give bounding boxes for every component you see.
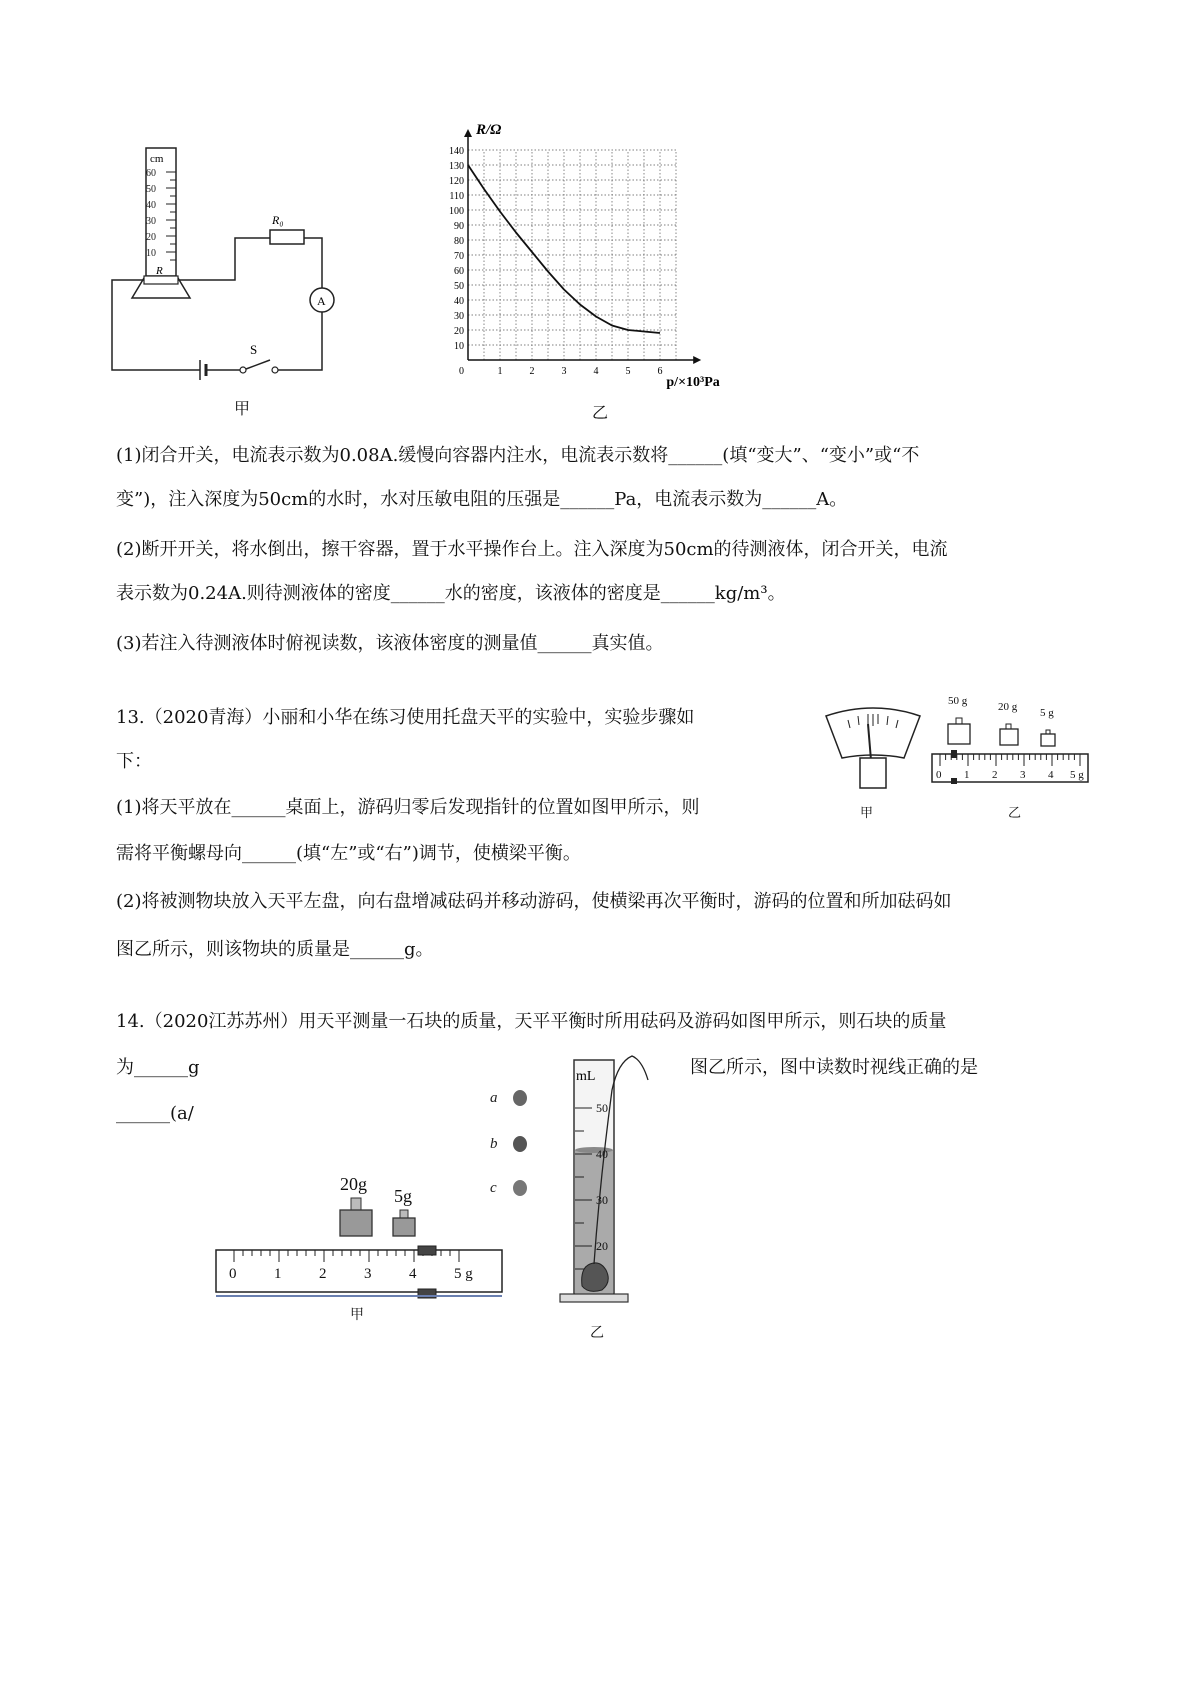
q14-line-1: 14.（2020江苏苏州）用天平测量一石块的质量，天平平衡时所用砝码及游码如图甲所示，则石块的质量 (116, 1011, 947, 1032)
y-tick-label: 120 (449, 176, 464, 187)
y-tick-label: 60 (454, 266, 464, 277)
svg-text:10: 10 (146, 248, 156, 259)
q13-line-3: (1)将天平放在______桌面上，游码归零后发现指针的位置如图甲所示，则 (116, 797, 700, 818)
y-axis-arrow (464, 129, 472, 137)
y-tick-label: 110 (449, 191, 464, 202)
svg-text:1: 1 (274, 1266, 282, 1282)
svg-text:40: 40 (596, 1147, 608, 1161)
svg-text:cm: cm (150, 153, 164, 165)
svg-text:30: 30 (596, 1193, 608, 1207)
resistance-curve (468, 165, 660, 333)
svg-text:50: 50 (146, 184, 156, 195)
svg-text:S: S (250, 342, 258, 357)
q12-line-1: (1)闭合开关，电流表示数为0.08A.缓慢向容器内注水，电流表示数将______(填“变大”、“变小”或“不 (116, 445, 920, 466)
svg-text:5 g: 5 g (1070, 769, 1084, 781)
q14-figure-label-yi: 乙 (590, 1325, 604, 1341)
q13-line-1: 13.（2020青海）小丽和小华在练习使用托盘天平的实验中，实验步骤如 (116, 707, 695, 728)
svg-text:20 g: 20 g (998, 701, 1018, 713)
x-tick-label: 6 (657, 366, 663, 377)
svg-text:4: 4 (409, 1266, 417, 1282)
svg-text:4: 4 (1048, 769, 1054, 781)
svg-text:2: 2 (992, 769, 998, 781)
svg-text:40: 40 (146, 200, 156, 211)
y-tick-label: 40 (454, 296, 464, 307)
q13-line-5: (2)将被测物块放入天平左盘，向右盘增减砝码并移动游码，使横梁再次平衡时，游码的位置和所加砝码如 (116, 891, 952, 912)
q14-line-3: ______(a/ (116, 1103, 194, 1124)
svg-text:1: 1 (964, 769, 970, 781)
q13-line-4: 需将平衡螺母向______(填“左”或“右”)调节，使横梁平衡。 (116, 843, 581, 864)
figure-label-yi: 乙 (592, 403, 609, 422)
q13-figure-label-jia: 甲 (860, 806, 874, 821)
q14-weights-and-rider-diagram (210, 1170, 510, 1310)
x-tick-label: 3 (561, 366, 567, 377)
q14-figure-label-jia: 甲 (350, 1307, 364, 1323)
svg-text:50 g: 50 g (948, 695, 968, 707)
svg-text:5g: 5g (394, 1186, 412, 1206)
circuit-diagram (110, 140, 370, 390)
y-axis-label: R/Ω (476, 122, 502, 138)
q13-weights-and-rider-diagram (930, 690, 1090, 800)
svg-text:5 g: 5 g (1040, 707, 1054, 719)
svg-text:20: 20 (146, 232, 156, 243)
x-axis-arrow (693, 356, 701, 364)
svg-text:mL: mL (576, 1069, 596, 1084)
svg-text:a: a (490, 1090, 498, 1106)
y-tick-label: 20 (454, 326, 464, 337)
svg-text:2: 2 (319, 1266, 327, 1282)
x-axis-label: p/×10³Pa (666, 375, 720, 390)
svg-text:0: 0 (936, 769, 942, 781)
svg-text:0: 0 (229, 1266, 237, 1282)
y-tick-label: 80 (454, 236, 464, 247)
q14-line-2b: 图乙所示，图中读数时视线正确的是 (690, 1057, 978, 1078)
q13-line-2: 下： (116, 751, 152, 772)
svg-text:30: 30 (146, 216, 156, 227)
svg-text:c: c (490, 1180, 497, 1196)
svg-text:3: 3 (364, 1266, 372, 1282)
origin-label: 0 (459, 366, 464, 377)
y-tick-label: 10 (454, 341, 464, 352)
q12-line-5: (3)若注入待测液体时俯视读数，该液体密度的测量值______真实值。 (116, 633, 664, 654)
svg-text:A: A (317, 294, 326, 308)
q14-line-2a: 为______g (116, 1057, 200, 1078)
x-tick-label: 1 (497, 366, 503, 377)
svg-text:b: b (490, 1136, 498, 1152)
y-tick-label: 70 (454, 251, 464, 262)
svg-text:R: R (156, 265, 163, 277)
q13-line-6: 图乙所示，则该物块的质量是______g。 (116, 939, 434, 960)
svg-text:R₀: R₀ (272, 213, 284, 227)
svg-text:20g: 20g (340, 1174, 367, 1194)
y-tick-label: 50 (454, 281, 464, 292)
svg-text:60: 60 (146, 168, 156, 179)
q12-line-2: 变”)，注入深度为50cm的水时，水对压敏电阻的压强是______Pa，电流表示数为______A。 (116, 489, 848, 510)
x-tick-label: 5 (625, 366, 631, 377)
y-tick-label: 100 (449, 206, 464, 217)
q12-line-3: (2)断开开关，将水倒出，擦干容器，置于水平操作台上。注入深度为50cm的待测液体，闭合开关，电流 (116, 539, 948, 560)
y-tick-label: 90 (454, 221, 464, 232)
svg-text:50: 50 (596, 1101, 608, 1115)
q13-figure-label-yi: 乙 (1008, 806, 1022, 821)
x-tick-label: 4 (593, 366, 599, 377)
x-tick-label: 2 (529, 366, 535, 377)
q14-cylinder-diagram (482, 1050, 682, 1320)
svg-text:20: 20 (596, 1239, 608, 1253)
balance-pointer-diagram (818, 704, 928, 794)
resistance-pressure-graph (420, 120, 720, 390)
figure-label-jia: 甲 (234, 399, 251, 418)
svg-text:3: 3 (1020, 769, 1026, 781)
q12-line-4: 表示数为0.24A.则待测液体的密度______水的密度，该液体的密度是______kg/m³。 (116, 583, 786, 604)
y-tick-label: 30 (454, 311, 464, 322)
y-tick-label: 140 (449, 146, 464, 157)
svg-text:5 g: 5 g (454, 1266, 473, 1282)
y-tick-label: 130 (449, 161, 464, 172)
